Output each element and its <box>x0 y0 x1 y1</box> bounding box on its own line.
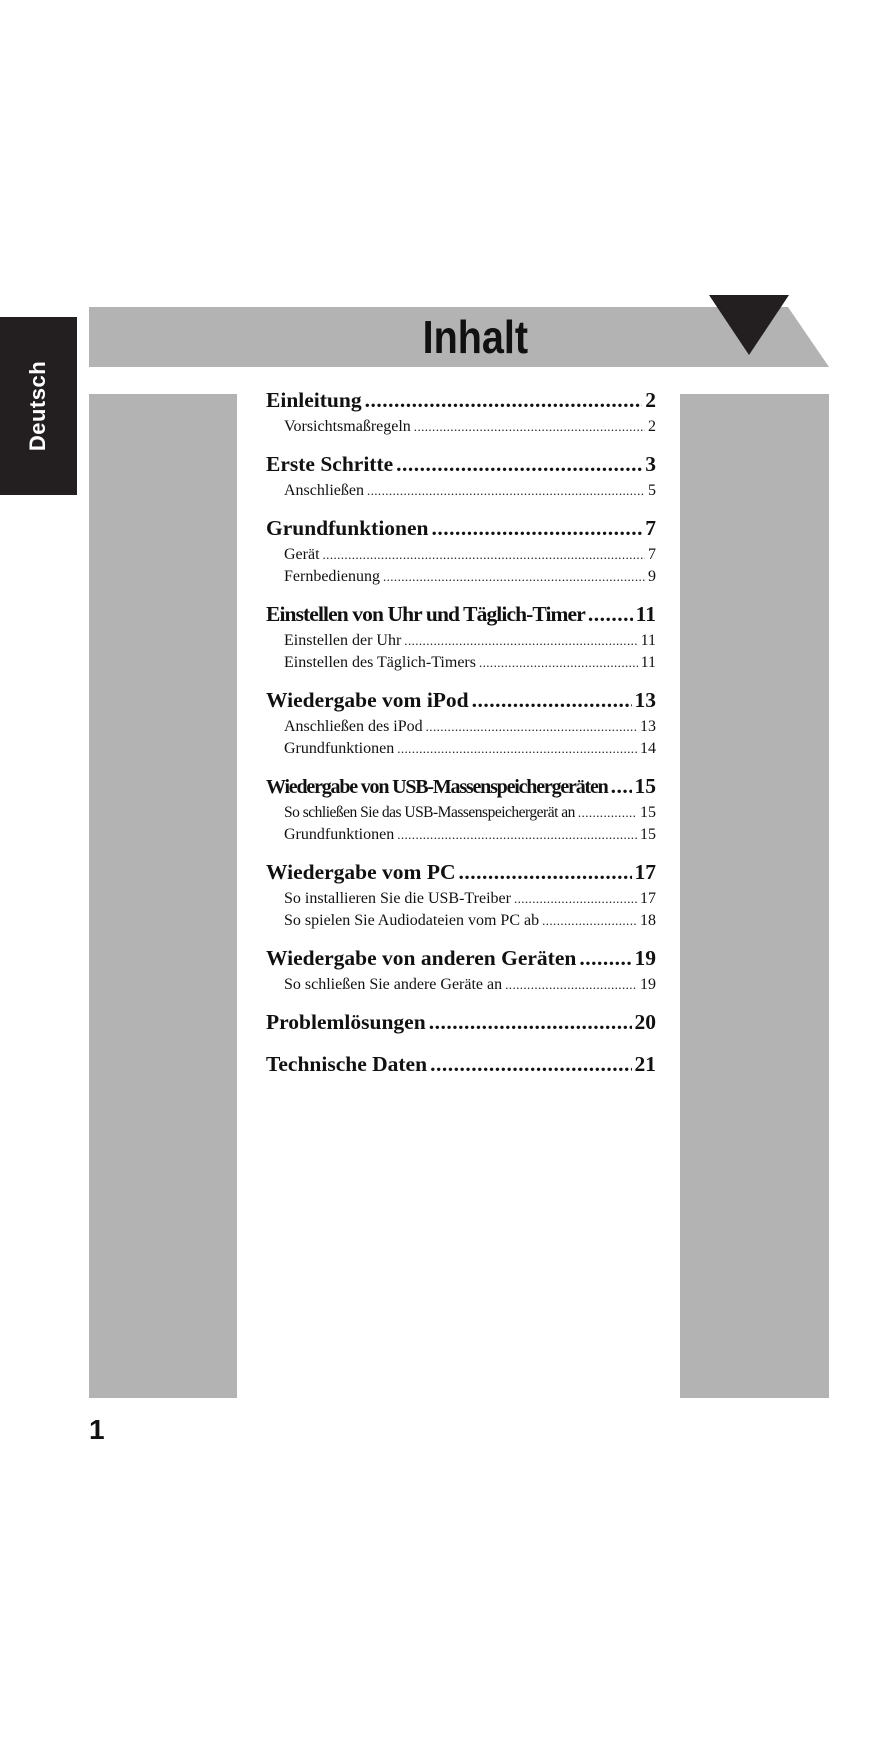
leader-dots <box>367 480 645 502</box>
language-tab-label: Deutsch <box>25 360 51 452</box>
toc-entry-title: Wiedergabe von USB-Massenspeichergeräten <box>266 776 608 798</box>
leader-dots <box>414 416 645 438</box>
leader-dots <box>383 566 645 588</box>
left-gray-column <box>89 394 237 1398</box>
toc-section <box>266 770 656 846</box>
leader-dots <box>429 1006 632 1038</box>
toc-subentry-title: Anschließen des iPod <box>284 718 423 735</box>
toc-subentry[interactable] <box>266 416 656 438</box>
toc-entry[interactable] <box>266 448 656 480</box>
toc-subentry-page: 14 <box>640 740 656 757</box>
leader-dots <box>397 824 637 846</box>
leader-dots <box>579 942 631 974</box>
toc-subentry-page: 7 <box>648 546 656 563</box>
toc-subentry-page: 9 <box>648 568 656 585</box>
leader-dots <box>479 652 638 674</box>
toc-entry[interactable] <box>266 512 656 544</box>
toc-entry-title: Wiedergabe vom PC <box>266 860 456 884</box>
toc-subentry-title: Grundfunktionen <box>284 826 395 843</box>
toc-subentry-title: Einstellen der Uhr <box>284 632 402 649</box>
table-of-contents <box>266 384 656 1090</box>
toc-subentry-title: So spielen Sie Audiodateien vom PC ab <box>284 912 540 929</box>
toc-subentry[interactable] <box>266 652 656 674</box>
leader-dots <box>542 910 637 932</box>
toc-section <box>266 942 656 996</box>
toc-entry-title: Wiedergabe von anderen Geräten <box>266 946 577 970</box>
toc-section <box>266 1006 656 1038</box>
leader-dots <box>365 384 643 416</box>
toc-subentry-page: 11 <box>640 632 656 649</box>
toc-subentry[interactable] <box>266 566 656 588</box>
toc-entry[interactable] <box>266 1006 656 1038</box>
toc-subentry-title: So installieren Sie die USB-Treiber <box>284 890 511 907</box>
leader-dots <box>505 974 637 996</box>
leader-dots <box>396 448 642 480</box>
toc-entry[interactable] <box>266 684 656 716</box>
leader-dots <box>459 856 632 888</box>
toc-subentry-page: 5 <box>648 482 656 499</box>
toc-entry[interactable] <box>266 856 656 888</box>
toc-subentry-title: Einstellen des Täglich-Timers <box>284 654 476 671</box>
toc-entry-page: 21 <box>634 1052 656 1076</box>
toc-subentry-page: 11 <box>640 654 656 671</box>
toc-entry-page: 2 <box>645 388 656 412</box>
toc-section <box>266 512 656 588</box>
toc-subentry-title: So schließen Sie das USB-Massenspeichergerät an <box>284 804 575 821</box>
language-tab <box>0 317 77 495</box>
toc-section <box>266 384 656 438</box>
leader-dots <box>404 630 637 652</box>
toc-entry-page: 15 <box>634 774 656 798</box>
leader-dots <box>430 1048 631 1080</box>
toc-entry-title: Einleitung <box>266 388 362 412</box>
leader-dots <box>397 738 637 760</box>
toc-subentry[interactable] <box>266 716 656 738</box>
toc-subentry[interactable] <box>266 974 656 996</box>
leader-dots <box>588 598 633 630</box>
toc-subentry-page: 15 <box>640 826 656 843</box>
toc-subentry-page: 15 <box>640 804 656 821</box>
toc-entry-page: 7 <box>645 516 656 540</box>
toc-subentry-title: Gerät <box>284 546 320 563</box>
toc-entry[interactable] <box>266 942 656 974</box>
leader-dots <box>611 770 632 802</box>
toc-entry-page: 3 <box>645 452 656 476</box>
right-gray-column <box>680 394 829 1398</box>
toc-entry-page: 19 <box>634 946 656 970</box>
toc-entry-title: Erste Schritte <box>266 452 394 476</box>
toc-entry[interactable] <box>266 384 656 416</box>
toc-entry[interactable] <box>266 1048 656 1080</box>
toc-entry-title: Technische Daten <box>266 1052 428 1076</box>
leader-dots <box>472 684 632 716</box>
toc-subentry-title: So schließen Sie andere Geräte an <box>284 976 503 993</box>
toc-subentry[interactable] <box>266 480 656 502</box>
toc-subentry-page: 18 <box>640 912 656 929</box>
toc-subentry[interactable] <box>266 888 656 910</box>
leader-dots <box>514 888 637 910</box>
toc-subentry-title: Fernbedienung <box>284 568 380 585</box>
toc-entry-title: Problemlösungen <box>266 1010 426 1034</box>
leader-dots <box>426 716 637 738</box>
toc-subentry[interactable] <box>266 630 656 652</box>
toc-subentry[interactable] <box>266 544 656 566</box>
leader-dots <box>578 802 637 824</box>
leader-dots <box>432 512 643 544</box>
toc-entry-page: 17 <box>634 860 656 884</box>
toc-section <box>266 448 656 502</box>
toc-entry[interactable] <box>266 770 656 802</box>
toc-subentry[interactable] <box>266 824 656 846</box>
toc-subentry-page: 19 <box>640 976 656 993</box>
toc-subentry[interactable] <box>266 802 656 824</box>
toc-entry-page: 11 <box>635 602 656 626</box>
toc-section <box>266 1048 656 1080</box>
toc-entry-page: 13 <box>634 688 656 712</box>
page-number: 1 <box>89 1414 105 1445</box>
toc-entry-title: Wiedergabe vom iPod <box>266 688 469 712</box>
leader-dots <box>323 544 645 566</box>
toc-subentry-title: Grundfunktionen <box>284 740 395 757</box>
toc-subentry[interactable] <box>266 738 656 760</box>
toc-subentry-page: 17 <box>640 890 656 907</box>
toc-subentry-title: Vorsichtsmaßregeln <box>284 418 411 435</box>
toc-subentry-page: 2 <box>648 418 656 435</box>
toc-entry-title: Einstellen von Uhr und Täglich-Timer <box>266 602 585 626</box>
toc-entry-page: 20 <box>634 1010 656 1034</box>
toc-section <box>266 684 656 760</box>
toc-subentry-page: 13 <box>640 718 656 735</box>
toc-section <box>266 598 656 674</box>
triangle-marker-icon <box>709 295 789 355</box>
page-title: Inhalt <box>422 311 529 363</box>
toc-section <box>266 856 656 932</box>
toc-subentry[interactable] <box>266 910 656 932</box>
toc-entry[interactable] <box>266 598 656 630</box>
toc-entry-title: Grundfunktionen <box>266 516 429 540</box>
toc-subentry-title: Anschließen <box>284 482 364 499</box>
